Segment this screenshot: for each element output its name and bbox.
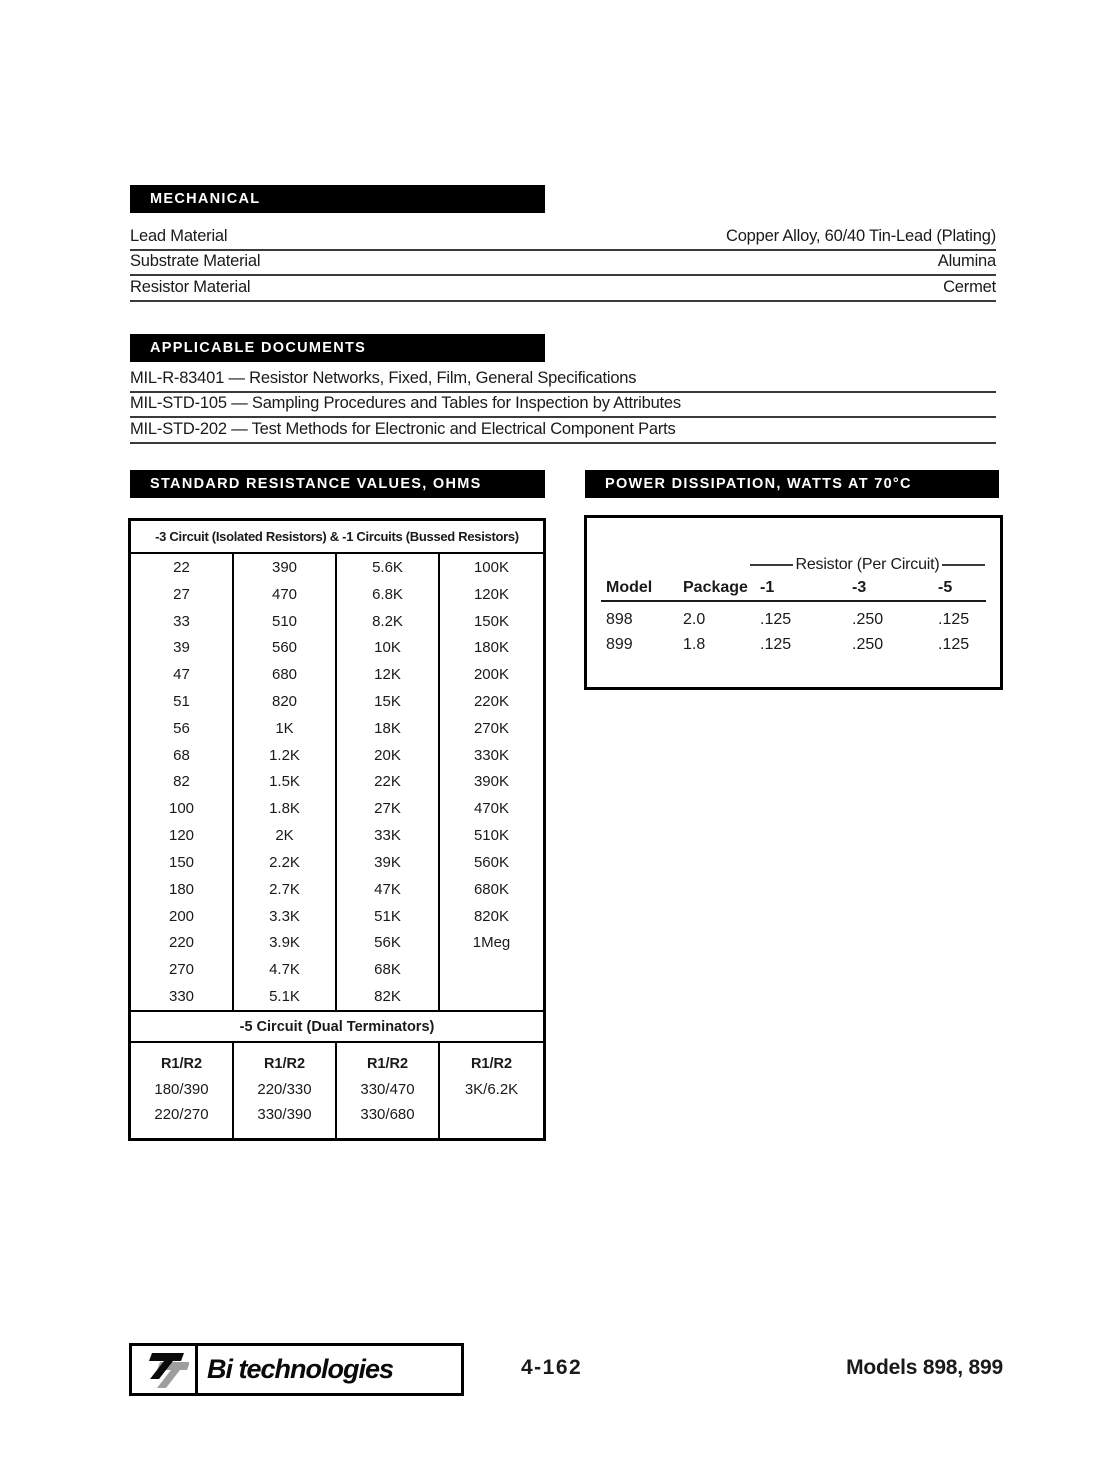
resistance-cell: 820: [234, 688, 337, 715]
resistance-cell: 12K: [337, 661, 440, 688]
resistance-row: [131, 742, 543, 769]
resistance-cell: 390K: [473, 773, 510, 791]
mechanical-section-title: MECHANICAL: [150, 191, 261, 207]
column-header-model: Model: [606, 578, 653, 596]
power-cell-model: 898: [606, 610, 633, 628]
resistance-cell: 33K: [337, 822, 440, 849]
resistance-cell: 330K: [473, 746, 510, 764]
resistance-cell: 510K: [473, 827, 510, 845]
spec-row: [130, 251, 996, 277]
power-cell-dash3: .250: [852, 635, 884, 653]
resistance-cell: 1.8K: [234, 795, 337, 822]
dual-terminator-column: [337, 1043, 440, 1138]
document-item: [130, 393, 996, 419]
resistance-cell: 100: [131, 795, 234, 822]
resistance-table-header: -3 Circuit (Isolated Resistors) & -1 Circuits (Bussed Resistors): [131, 521, 543, 554]
resistance-cell: 470: [234, 581, 337, 608]
resistance-cell: 330: [131, 983, 234, 1010]
resistance-cell: 2.7K: [234, 876, 337, 903]
resistance-cell: 15K: [337, 688, 440, 715]
resistance-cell: 270K: [473, 719, 510, 737]
r1r2-value: 180/390: [154, 1081, 209, 1098]
r1r2-value: 220/270: [154, 1106, 209, 1123]
column-header-dash1: -1: [760, 578, 775, 596]
document-item-text: MIL-STD-105 — Sampling Procedures and Tables for Inspection by Attributes: [130, 394, 681, 413]
resistance-cell: 20K: [337, 742, 440, 769]
standard-resistance-bar: [130, 470, 545, 498]
resistance-cell: 4.7K: [234, 956, 337, 983]
power-dissipation-bar: [585, 470, 999, 498]
r1r2-value: 220/330: [257, 1081, 312, 1098]
resistance-cell: 56: [131, 715, 234, 742]
resistance-cell: 3.3K: [234, 903, 337, 930]
power-cell-dash5: .125: [938, 635, 970, 653]
resistance-cell: 180K: [473, 639, 510, 657]
resistance-row: [131, 688, 543, 715]
document-item: [130, 418, 996, 444]
resistance-cell: 68: [131, 742, 234, 769]
power-cell-dash5: .125: [938, 610, 970, 628]
resistance-cell: 5.1K: [234, 983, 337, 1010]
resistance-cell: 270: [131, 956, 234, 983]
spec-row: [130, 276, 996, 302]
resistance-cell: 51: [131, 688, 234, 715]
mechanical-section-bar: [130, 185, 545, 213]
dual-terminator-column: [440, 1043, 543, 1138]
resistance-cell: 56K: [337, 930, 440, 957]
resistance-cell: 47K: [337, 876, 440, 903]
resistance-cell: 1.2K: [234, 742, 337, 769]
resistor-per-circuit-group: [750, 555, 985, 575]
resistance-cell: 2K: [234, 822, 337, 849]
resistance-row: [131, 956, 543, 983]
resistance-cell: 680: [234, 661, 337, 688]
resistance-cell: 470K: [473, 800, 510, 818]
resistance-cell: 150: [131, 849, 234, 876]
resistance-cell: [440, 983, 543, 1010]
resistance-cell: 39K: [337, 849, 440, 876]
spec-value: Alumina: [937, 252, 996, 270]
mechanical-spec-list: [130, 225, 996, 302]
standard-resistance-title: STANDARD RESISTANCE VALUES, OHMS: [150, 476, 482, 492]
document-item-text: MIL-STD-202 — Test Methods for Electronic and Electrical Component Parts: [130, 420, 676, 439]
resistance-cell: 18K: [337, 715, 440, 742]
dual-terminator-header: -5 Circuit (Dual Terminators): [131, 1010, 543, 1043]
resistance-cell: 27K: [337, 795, 440, 822]
resistance-cell: 8.2K: [337, 608, 440, 635]
resistance-cell: 200: [131, 903, 234, 930]
resistance-row: [131, 608, 543, 635]
resistance-row: [131, 554, 543, 581]
document-item-text: MIL-R-83401 — Resistor Networks, Fixed, Film, General Specifications: [130, 368, 637, 387]
resistance-cell: 82: [131, 769, 234, 796]
right-rule-line: [942, 564, 985, 566]
resistance-cell: 200K: [473, 666, 510, 684]
resistance-cell: 820K: [473, 907, 510, 925]
logo-emblem-cell: [132, 1346, 198, 1393]
resistance-cell: 5.6K: [337, 554, 440, 581]
resistance-row: [131, 903, 543, 930]
spec-label: Resistor Material: [130, 277, 251, 296]
resistance-row: [131, 849, 543, 876]
r1r2-value: 330/390: [257, 1106, 312, 1123]
dual-terminator-column: [131, 1043, 234, 1138]
spec-value: Copper Alloy, 60/40 Tin-Lead (Plating): [725, 226, 996, 245]
resistance-cell: 82K: [337, 983, 440, 1010]
resistance-cell: 51K: [337, 903, 440, 930]
power-table-column-headers: [601, 575, 986, 602]
resistance-cell: 6.8K: [337, 581, 440, 608]
r1r2-column-header: R1/R2: [470, 1056, 513, 1072]
resistance-cell: 33: [131, 608, 234, 635]
resistance-cell: 68K: [337, 956, 440, 983]
resistance-cell: 22K: [337, 769, 440, 796]
resistance-cell: 27: [131, 581, 234, 608]
resistance-table-body: [131, 554, 543, 1010]
resistor-per-circuit-label: Resistor (Per Circuit): [795, 556, 940, 573]
resistance-cell: 1.5K: [234, 769, 337, 796]
resistance-cell: 120K: [473, 585, 510, 603]
resistance-row: [131, 581, 543, 608]
resistance-cell: 10K: [337, 634, 440, 661]
power-row: [601, 632, 986, 657]
models-label: Models 898, 899: [846, 1356, 1003, 1379]
resistance-cell: 510: [234, 608, 337, 635]
bi-technologies-logo: [129, 1343, 464, 1396]
power-cell-dash1: .125: [760, 635, 792, 653]
resistance-row: [131, 661, 543, 688]
column-header-dash3: -3: [852, 578, 867, 596]
document-list: [130, 367, 996, 444]
r1r2-column-header: R1/R2: [263, 1056, 306, 1072]
resistance-cell: 39: [131, 634, 234, 661]
power-cell-package: 1.8: [683, 635, 706, 653]
r1r2-column-header: R1/R2: [160, 1056, 203, 1072]
left-rule-line: [750, 564, 793, 566]
resistance-row: [131, 715, 543, 742]
resistance-cell: 2.2K: [234, 849, 337, 876]
r1r2-value: 330/470: [360, 1081, 415, 1098]
resistance-row: [131, 930, 543, 957]
applicable-documents-bar: [130, 334, 545, 362]
page-number: 4-162: [521, 1356, 583, 1379]
resistance-cell: 3.9K: [234, 930, 337, 957]
power-table: [584, 515, 1003, 690]
resistance-cell: 220: [131, 930, 234, 957]
resistance-cell: 560: [234, 634, 337, 661]
power-cell-dash3: .250: [852, 610, 884, 628]
resistance-cell: 1Meg: [472, 934, 511, 952]
power-table-body: [601, 607, 986, 657]
r1r2-column-header: R1/R2: [366, 1056, 409, 1072]
resistance-cell: 390: [234, 554, 337, 581]
resistance-cell: 47: [131, 661, 234, 688]
column-header-dash5: -5: [938, 578, 953, 596]
dual-terminator-body: [131, 1043, 543, 1138]
resistance-cell: 100K: [473, 558, 510, 576]
resistance-row: [131, 983, 543, 1010]
dual-terminator-column: [234, 1043, 337, 1138]
resistance-row: [131, 822, 543, 849]
power-cell-model: 899: [606, 635, 633, 653]
resistance-row: [131, 876, 543, 903]
r1r2-value: 330/680: [360, 1106, 415, 1123]
resistance-cell: 22: [131, 554, 234, 581]
spec-value: Cermet: [943, 277, 996, 296]
tt-emblem-icon: [139, 1349, 189, 1391]
r1r2-value: 3K/6.2K: [464, 1081, 519, 1098]
power-cell-dash1: .125: [760, 610, 792, 628]
resistance-cell: 560K: [473, 853, 510, 871]
spec-label: Substrate Material: [130, 252, 261, 270]
resistance-cell: 220K: [473, 693, 510, 711]
logo-text: Bi technologies: [207, 1354, 394, 1384]
power-cell-package: 2.0: [683, 610, 706, 628]
resistance-cell: 150K: [473, 612, 510, 630]
resistance-cell: 180: [131, 876, 234, 903]
power-row: [601, 607, 986, 632]
resistance-row: [131, 795, 543, 822]
resistance-cell: 120: [131, 822, 234, 849]
spec-label: Lead Material: [130, 226, 228, 245]
column-header-package: Package: [683, 578, 748, 596]
document-item: [130, 367, 996, 393]
resistance-row: [131, 769, 543, 796]
spec-row: [130, 225, 996, 251]
applicable-documents-title: APPLICABLE DOCUMENTS: [150, 340, 367, 356]
resistance-cell: 680K: [473, 880, 510, 898]
resistance-cell: 1K: [234, 715, 337, 742]
resistance-cell: [440, 956, 543, 983]
resistance-row: [131, 634, 543, 661]
resistance-table: [128, 518, 546, 1141]
power-dissipation-title: POWER DISSIPATION, WATTS AT 70°C: [605, 476, 912, 492]
